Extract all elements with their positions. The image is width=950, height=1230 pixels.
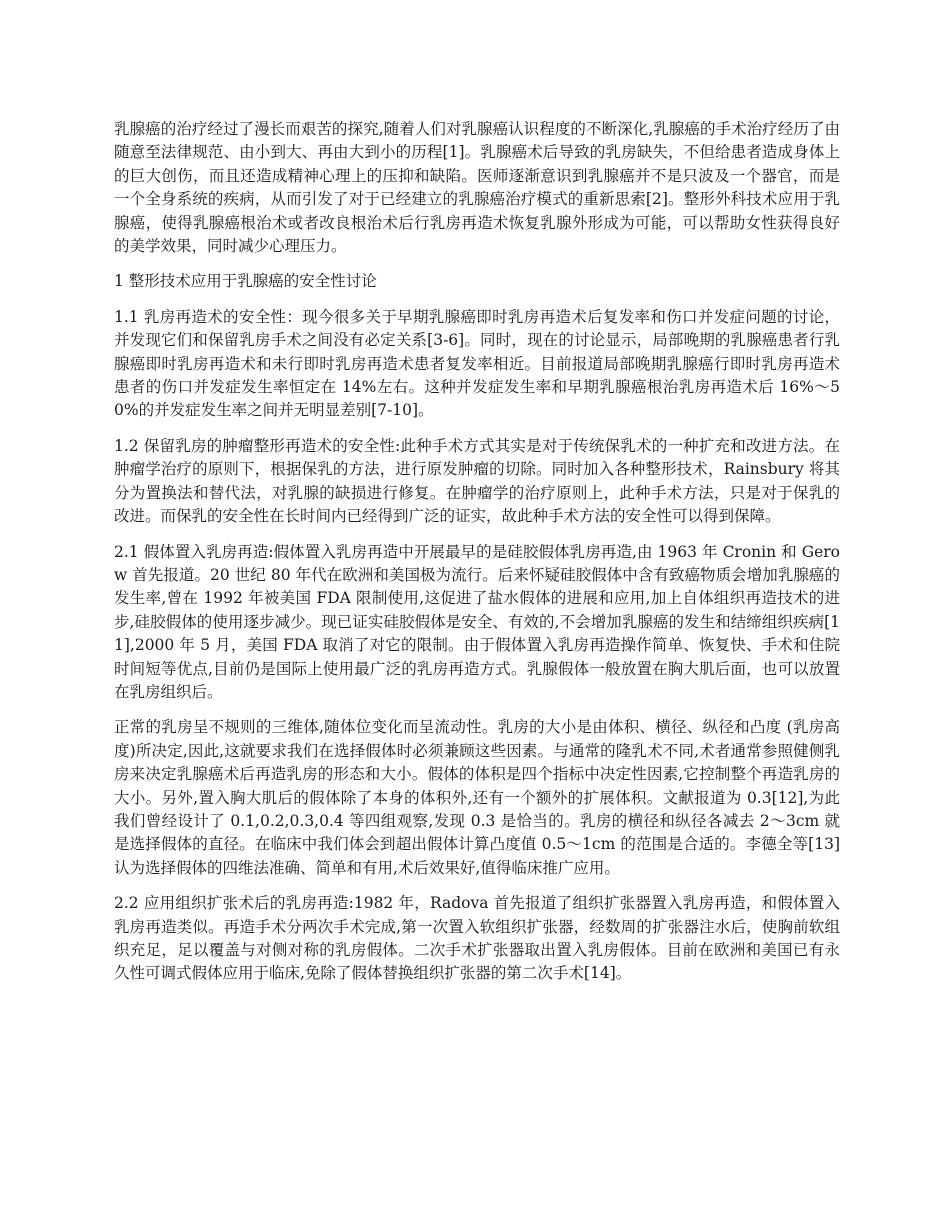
paragraph-implant-dimensions: 正常的乳房呈不规则的三维体,随体位变化而呈流动性。乳房的大小是由体积、横径、纵径和凸度 (乳房高度)所决定,因此,这就要求我们在选择假体时必须兼顾这些因素。与通常的隆乳术不同,术者通常参照健侧乳房来决定乳腺癌术后再造乳房的形态和大小。假体的体积是四个指标中决定性因素,它控制整个再造乳房的大小。另外,置入胸大肌后的假体除了本身的体积外,还有一个额外的扩展体积。文献报道为 0.3[12],为此我们曾经设计了 0.1,0.2,0.3,0.4 等四组观察,发现 0.3 是恰当的。乳房的横径和纵径各减去 2～3cm 就是选择假体的直径。在临床中我们体会到超出假体计算凸度值 0.5～1cm 的范围是合适的。李德全等[13]认为选择假体的四维法准确、简单和有用,术后效果好,值得临床推广应用。 <box>114 718 841 877</box>
section-heading-1: 1 整形技术应用于乳腺癌的安全性讨论 <box>114 272 377 291</box>
paragraph-2-1: 2.1 假体置入乳房再造:假体置入乳房再造中开展最早的是硅胶假体乳房再造,由 1963 年 Cronin 和 Gerow 首先报道。20 世纪 80 年代在欧洲和美国极为流行。后来怀疑硅胶假体中含有致癌物质会增加乳腺癌的发生率,曾在 1992 年被美国 FDA 限制使用,这促进了盐水假体的进展和应用,加上自体组织再造技术的进步,硅胶假体的使用逐步减少。现已证实硅胶假体是安全、有效的,不会增加乳腺癌的发生和结缔组织疾病[11],2000 年 5 月，美国 FDA 取消了对它的限制。由于假体置入乳房再造操作简单、恢复快、手术和住院时间短等优点,目前仍是国际上使用最广泛的乳房再造方式。乳腺假体一般放置在胸大肌后面，也可以放置在乳房组织后。 <box>114 542 840 701</box>
paragraph-2-2: 2.2 应用组织扩张术后的乳房再造:1982 年，Radova 首先报道了组织扩张器置入乳房再造，和假体置入乳房再造类似。再造手术分两次手术完成,第一次置入软组织扩张器，经数周的扩张器注水后，使胸前软组织充足，足以覆盖与对侧对称的乳房假体。二次手术扩张器取出置入乳房假体。目前在欧洲和美国已有永久性可调式假体应用于临床,免除了假体替换组织扩张器的第二次手术[14]。 <box>114 894 840 983</box>
paragraph-1-2: 1.2 保留乳房的肿瘤整形再造术的安全性:此种手术方式其实是对于传统保乳术的一种扩充和改进方法。在肿瘤学治疗的原则下，根据保乳的方法，进行原发肿瘤的切除。同时加入各种整形技术，Rainsbury 将其分为置换法和替代法，对乳腺的缺损进行修复。在肿瘤学的治疗原则上，此种手术方法，只是对于保乳的改进。而保乳的安全性在长时间内已经得到广泛的证实，故此种手术方法的安全性可以得到保障。 <box>114 436 840 526</box>
paragraph-1-1: 1.1 乳房再造术的安全性：现今很多关于早期乳腺癌即时乳房再造术后复发率和伤口并发症问题的讨论，并发现它们和保留乳房手术之间没有必定关系[3-6]。同时，现在的讨论显示，局部晚期的乳腺癌患者行乳腺癌即时乳房再造术和未行即时乳房再造术患者复发率相近。目前报道局部晚期乳腺癌行即时乳房再造术患者的伤口并发症发生率恒定在 14%左右。这种并发症发生率和早期乳腺癌根治乳房再造术后 16%～50%的并发症发生率之间并无明显差别[7-10]。 <box>114 307 840 420</box>
intro-paragraph: 乳腺癌的治疗经过了漫长而艰苦的探究,随着人们对乳腺癌认识程度的不断深化,乳腺癌的手术治疗经历了由随意至法律规范、由小到大、再由大到小的历程[1]。乳腺癌术后导致的乳房缺失，不但给患者造成身体上的巨大创伤，而且还造成精神心理上的压抑和缺陷。医师逐渐意识到乳腺癌并不是只波及一个器官，而是一个全身系统的疾病，从而引发了对于已经建立的乳腺癌治疗模式的重新思索[2]。整形外科技术应用于乳腺癌，使得乳腺癌根治术或者改良根治术后行乳房再造术恢复乳腺外形成为可能，可以帮助女性获得良好的美学效果，同时减少心理压力。 <box>114 120 840 256</box>
document-page <box>114 118 840 998</box>
